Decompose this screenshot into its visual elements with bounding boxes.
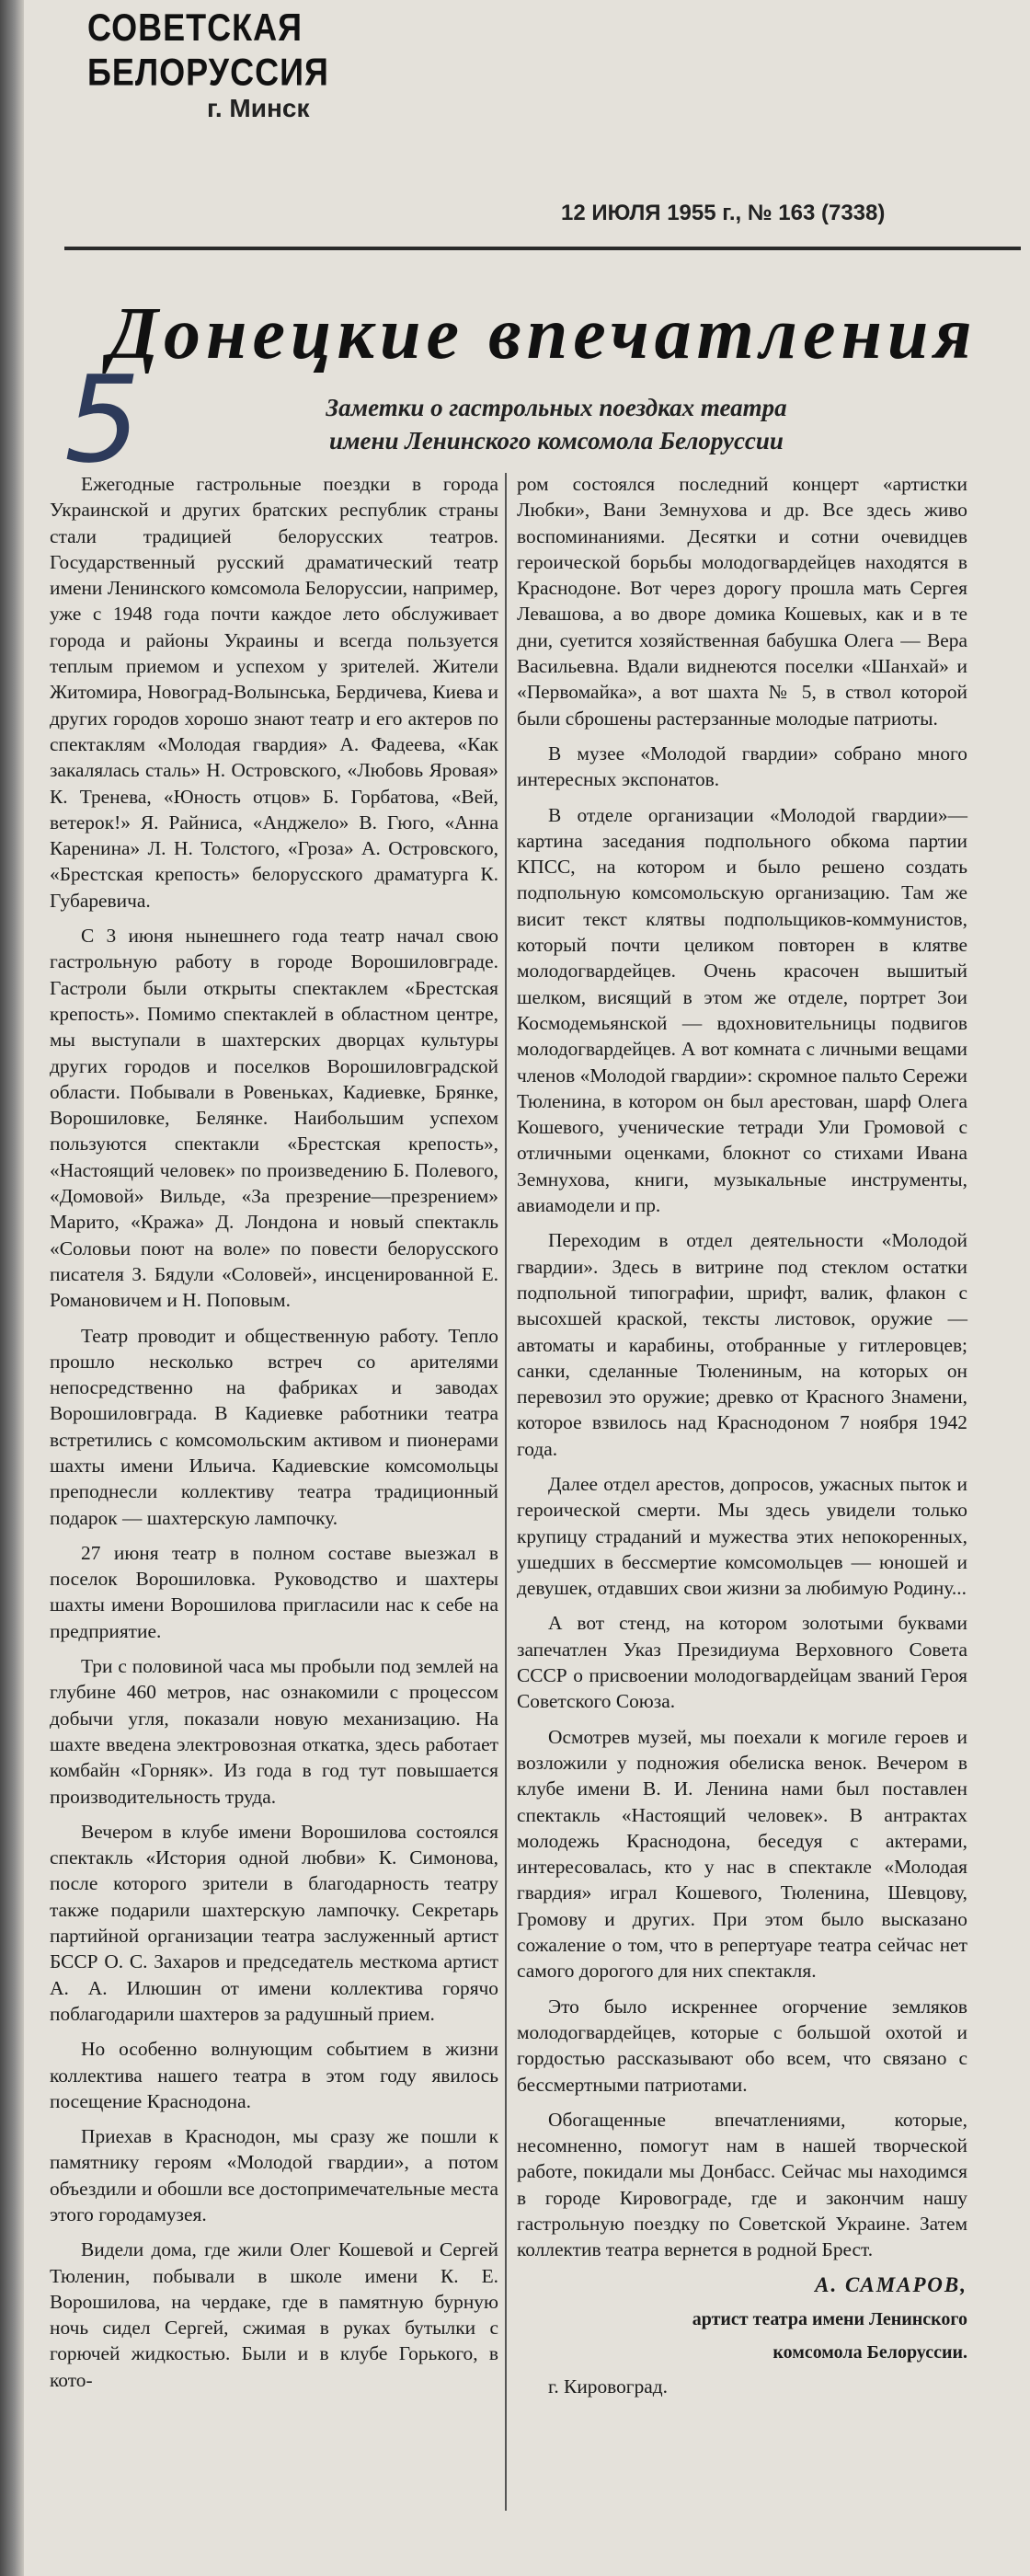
header-rule (64, 247, 1021, 250)
paragraph: Далее отдел арестов, допросов, ужасных пыток и героической смерти. Мы здесь увидели только крупицу страданий и мужества этих непокоренных, ушедших в бессмертие комсомольцев — юношей и девушек, отдавших свои жизни за любимую Родину... (517, 1472, 967, 1600)
paragraph: Театр проводит и общественную работу. Тепло прошло несколько встреч со арителями непосредственно на фабриках и заводах Ворошиловграда. В Кадиевке работники театра встретились с комсомольским активом и пионерами шахты имени Ильича. Кадиевские комсомольцы преподнесли коллективу театра традиционный подарок — шахтерскую лампочку. (50, 1324, 498, 1529)
paragraph: В отделе организации «Молодой гвардии»—картина заседания подпольного обкома партии КПСС, на котором и было решено создать подпольную комсомольскую организацию. Там же висит текст клятвы подпольщиков-коммунистов, который почти целиком повторен в клятве молодогвардейцев. Очень красочен вышитый шелком, висящий в этом же отделе, портрет Зои Космодемьянской — вдохновительницы подвигов молодогвардейцев. А вот комната с личными вещами членов «Молодой гвардии»: скромное пальто Сережи Тюленина, в котором он был арестован, шарф Олега Кошевого, ученические тетради Ули Громовой с отличными оценками, блокнот со стихами Ивана Земнухова, книги, музыкальные инструменты, авиамодели и пр. (517, 803, 967, 1217)
paragraph: А вот стенд, на котором золотыми буквами запечатлен Указ Президиума Верховного Совета СССР о присвоении молодогвардейцам званий Героя Советского Союза. (517, 1612, 967, 1713)
paragraph: Видели дома, где жили Олег Кошевой и Сергей Тюленин, побывали в школе имени К. Е. Ворошилова, на чердаке, где в памятную бурную ночь сидел Сергей, сжимая в руках бутылки с горючей жидкостью. Были и в клубе Горького, в кото- (50, 2238, 498, 2391)
author-role-line-1: артист театра имени Ленинского (692, 2308, 967, 2329)
paragraph: Переходим в отдел деятельности «Молодой гвардии». Здесь в витрине под стеклом остатки подпольной типографии, шрифт, валик, флакон с высохшей краской, тексты листовок, оружие — автоматы и карабины, отобранные у гитлеровцев; санки, сделанные Тюлениным, на которых он перевозил это оружие; древко от Красного Знамени, которое взвилось над Краснодоном 7 ноября 1942 года. (517, 1229, 967, 1460)
right-column (517, 471, 967, 2409)
subtitle-line-2: имени Ленинского комсомола Белоруссии (329, 427, 784, 454)
newspaper-city: г. Минск (207, 94, 310, 122)
article-subtitle (202, 391, 910, 457)
dateline-city: г. Кировоград. (548, 2375, 669, 2398)
handwritten-mark: 5 (64, 350, 141, 489)
subtitle-line-1: Заметки о гастрольных поездках театра (326, 394, 787, 421)
paragraph: Ежегодные гастрольные поездки в города Украинской и других братских республик страны стали традицией белорусских театров. Государственный русский драматический театр имени Ленинского комсомола Белоруссии, например, уже с 1948 года почти каждое лето обслуживает города и районы Украины и всегда пользуется теплым приемом и успехом у зрителей. Жители Житомира, Новоград-Волынська, Бердичева, Киева и других городов хорошо знают театр и его актеров по спектаклям «Молодая гвардия» А. Фадеева, «Как закалялась сталь» Н. Островского, «Любовь Яровая» К. Тренева, «Юность отцов» Б. Горбатова, «Вей, ветерок!» Я. Райниса, «Анджело» В. Гюго, «Анна Каренина» Л. Н. Толстого, «Гроза» А. Островского, «Брестская крепость» белорусского драматурга К. Губаревича. (50, 473, 498, 912)
paragraph: Но особенно волнующим событием в жизни коллектива нашего театра в этом году явилось посещение Краснодона. (50, 2038, 498, 2112)
paragraph-continued: ром состоялся последний концерт «артистки Любки», Вани Земнухова и др. Все здесь живо воспоминаниями. Десятки и сотни очевидцев героической борьбы молодогвардейцев находятся в Краснодоне. Вот через дорогу прошла мать Сергея Левашова, а во дворе домика Кошевых, как и в те дни, суетится хозяйственная бабушка Олега — Вера Васильевна. Вдали виднеются поселки «Шанхай» и «Первомайка», а вот шахта № 5, в ствол которой были сброшены растерзанные молодые патриоты. (517, 473, 967, 730)
masthead (87, 6, 510, 123)
paragraph: 27 июня театр в полном составе выезжал в поселок Ворошиловка. Руководство и шахтеры шахты имени Ворошилова пригласили нас к себе на предприятие. (50, 1541, 498, 1642)
newspaper-name: СОВЕТСКАЯ БЕЛОРУССИЯ (87, 6, 329, 94)
paragraph: Осмотрев музей, мы поехали к могиле героев и возложили у подножия обелиска венок. Вечером в клубе имени В. И. Ленина нами был поставлен спектакль «Настоящий человек». В антрактах молодежь Краснодона, беседуя с актерами, интересовалась, кто у нас в спектакле «Молодая гвардия» играл Кошевого, Тюленина, Шевцову, Громову и других. При этом было высказано сожаление о том, что в репертуаре театра сейчас нет самого дорогого для них спектакля. (517, 1725, 967, 1983)
article-headline: Донецкие впечатления (108, 293, 978, 374)
paragraph: Обогащенные впечатлениями, которые, несомненно, помогут нам в нашей творческой работе, покидали мы Донбасс. Сейчас мы находимся в городе Кировограде, где и закончим нашу гастрольную поездку по Советской Украине. Затем коллектив театра вернется в родной Брест. (517, 2108, 967, 2261)
paragraph: С 3 июня нынешнего года театр начал свою гастрольную работу в городе Ворошиловграде. Гастроли были открыты спектаклем «Брестская крепость». Помимо спектаклей в областном центре, мы выступали в шахтерских дворцах культуры других городов и поселков Ворошиловградской области. Побывали в Ровеньках, Кадиевке, Брянке, Ворошиловке, Белянке. Наибольшим успехом пользуются спектакли «Брестская крепость», «Настоящий человек» по произведению Б. Полевого, «Домовой» Вильде, «За презрение—презрением» Марито, «Кража» Д. Лондона и новый спектакль «Соловьи поют на воле» по повести белорусского писателя З. Бядули «Соловей», инсценированной Е. Романовичем и Н. Поповым. (50, 925, 498, 1312)
issue-dateline: 12 ИЮЛЯ 1955 г., № 163 (7338) (561, 201, 886, 225)
binding-edge (0, 0, 24, 2576)
paragraph: Три с половиной часа мы пробыли под землей на глубине 460 метров, нас ознакомили с процессом добычи угля, показали новую механизацию. На шахте введена электровозная откатка, здесь работает комбайн «Горняк». Из года в год тут повышается производительность труда. (50, 1655, 498, 1808)
paragraph: Приехав в Краснодон, мы сразу же пошли к памятнику героям «Молодой гвардии», а потом объездили и обошли все достопримечательные места этого городамузея. (50, 2125, 498, 2225)
author-role-line-2: комсомола Белоруссии. (772, 2341, 967, 2363)
left-column (50, 471, 498, 2402)
column-rule (505, 473, 507, 2511)
paragraph: Вечером в клубе имени Ворошилова состоялся спектакль «История одной любви» К. Симонова, после которого зрители в благодарность театру также подарили шахтерскую лампочку. Секретарь партийной организации театра заслуженный артист БССР О. С. Захаров и председатель месткома артист А. А. Илюшин от имени коллектива горячо поблагодарили шахтеров за радушный прием. (50, 1820, 498, 2025)
paragraph: В музее «Молодой гвардии» собрано много интересных экспонатов. (517, 742, 967, 791)
author-name: А. САМАРОВ, (815, 2272, 967, 2296)
paragraph: Это было искреннее огорчение земляков молодогвардейцев, которые с большой охотой и гордостью рассказывают обо всем, что связано с бессмертными патриотами. (517, 1995, 967, 2096)
